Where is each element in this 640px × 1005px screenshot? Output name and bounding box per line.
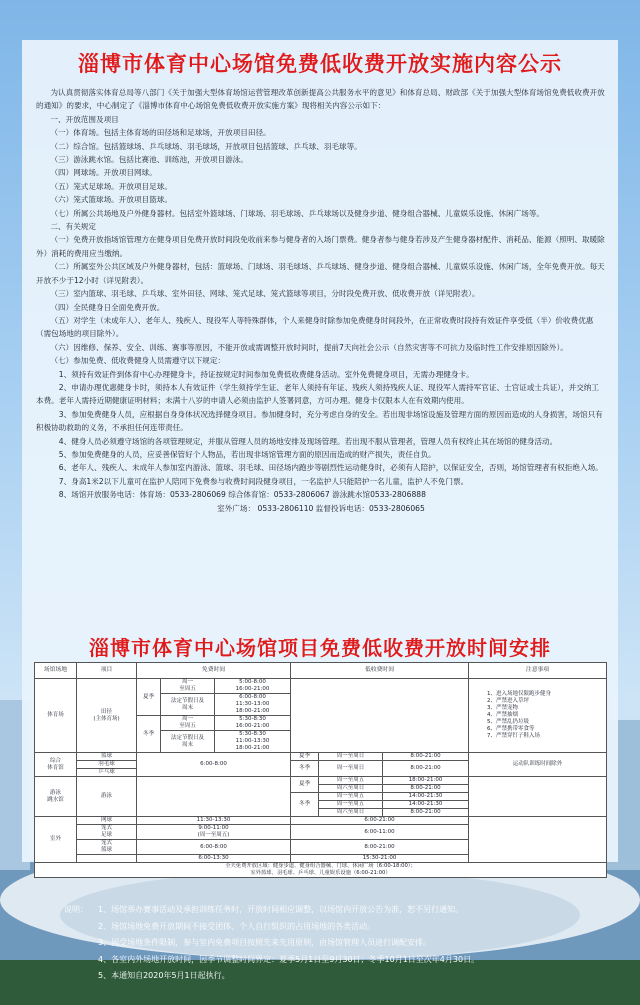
day-label: 周一至周五 <box>319 777 383 785</box>
section1-item: （七）所属公共场地及户外健身器材。包括室外篮球场、门球场、羽毛球场、乒乓球场以及健身步道、健身组合器械、儿童娱乐设施、休闲广场等。 <box>50 208 545 218</box>
low-times: 8:00-21:00 <box>383 785 469 793</box>
project-tennis: 网球 <box>77 817 137 825</box>
venue-outdoor: 室外 <box>35 817 77 863</box>
note-item: 4、严禁抽烟 <box>487 712 519 718</box>
day-label: 周一至周五 <box>319 793 383 801</box>
project-badminton: 羽毛球 <box>77 761 137 769</box>
schedule-table <box>34 662 607 878</box>
day-label: 周六至周日 <box>319 809 383 817</box>
notes-label: 说明： <box>64 905 88 914</box>
low-times: 8:00-21:00 <box>291 840 469 855</box>
season-winter: 冬季 <box>137 716 161 753</box>
low-times: 8:00-21:00 <box>383 809 469 817</box>
free-times: 5:00-8:00 16:00-21:00 <box>215 679 291 694</box>
header-venue: 场馆场地 <box>35 663 77 679</box>
rule-item: 6、老年人、残疾人、未成年人参加室内游泳、篮球、羽毛球、田径场内跑步等剧烈性运动健身时，必须有人陪护，以保证安全，否则，场馆管理者有权拒绝入场。 <box>58 463 603 473</box>
low-times: 14:00-21:30 <box>383 793 469 801</box>
project-cage-football: 笼式 足球 <box>77 825 137 840</box>
day-label: 周一至周五 <box>319 801 383 809</box>
free-times: 6:00-8:00 <box>137 840 291 855</box>
header-low-time: 低收费时间 <box>291 663 469 679</box>
season-winter: 冬季 <box>291 761 319 777</box>
project-basketball: 篮球 <box>77 753 137 761</box>
stadium-low-empty <box>291 679 469 753</box>
rule-item: 5、参加免费健身的人员，应妥善保管好个人物品，若出现非场馆管理方面的原因而造成的财产损失，责任自负。 <box>58 449 436 459</box>
pool-free-empty <box>137 777 291 817</box>
rule-item: 7、身高1米2以下儿童可在监护人陪同下免费参与收费时间段健身项目，一名监护人只能陪护一名儿童，监护人不免门票。 <box>58 476 469 486</box>
note-item: 1、进入场地仅限跑步健身 <box>487 691 552 697</box>
section1-item: （三）游泳跳水馆。包括比赛池、训练池，开放项目游泳。 <box>50 155 248 165</box>
weekday-label: 周一 至周五 <box>161 679 215 694</box>
weekday-label: 周一 至周五 <box>161 716 215 731</box>
venue-pool: 游泳 跳水馆 <box>35 777 77 817</box>
rule-item: 4、健身人员必须遵守场馆的各项管理规定，并服从管理人员的场地安排及现场管理。若出现不服从管理者，管理人员有权终止其在场馆的健身活动。 <box>58 436 558 446</box>
project-athletics: 田径 (主体育场) <box>77 679 137 753</box>
season-summer: 夏季 <box>291 753 319 761</box>
page-title: 淄博市体育中心场馆免费低收费开放实施内容公示 <box>78 52 562 76</box>
intro-paragraph: 为认真贯彻落实体育总局等八部门《关于加强大型体育场馆运营管理改革创新提高公共服务水平的意见》和体育总局、财政部《关于加强大型体育场馆免费低收费开放的通知》的要求，中心制定了《淄博市体育中心场馆免费低收费开放实施方案》现将相关内容公示如下： <box>36 88 605 111</box>
free-times: 5:30-8:30 16:00-21:00 <box>215 716 291 731</box>
gym-notes: 运动队训练时间除外 <box>469 753 607 777</box>
section2-item: （二）所属室外公共区域及户外健身器材，包括：篮球场、门球场、羽毛球场、乒乓球场、健身步道、健身组合器械、儿童娱乐设施、休闲广场，全年免费开放。每天开放不少于12小时（详见附表）。 <box>36 262 605 285</box>
season-winter: 冬季 <box>291 793 319 817</box>
section1-item: （六）笼式篮球场。开放项目篮球。 <box>50 195 172 205</box>
phone-line: 室外广场： 0533-2806110 监督投诉电话：0533-2806065 <box>217 503 425 513</box>
pool-notes-empty <box>469 777 607 817</box>
notice-body <box>36 86 606 515</box>
low-times: 14:00-21:30 <box>383 801 469 809</box>
section2-item: （一）免费开放指场馆管理方在健身项目免费开放时间段免收前来参与健身者的入场门票费。健身者参与健身若涉及产生健身器材配件、消耗品、能源（照明、取暖除外）消耗的费用应当缴纳。 <box>36 235 605 258</box>
note-item: 5、严禁乱扔垃圾 <box>487 719 530 725</box>
weekend-label: 法定节假日及 周末 <box>161 731 215 753</box>
day-label: 周六至周日 <box>319 785 383 793</box>
weekend-label: 法定节假日及 周末 <box>161 694 215 716</box>
day-label: 周一至周日 <box>319 761 383 777</box>
low-times: 8:00-21:00 <box>383 753 469 761</box>
venue-stadium: 体育场 <box>35 679 77 753</box>
project-empty <box>77 855 137 863</box>
low-times: 6:00-21:00 <box>291 817 469 825</box>
note-item: 3、严禁宠物 <box>487 705 519 711</box>
note-line: 2、场馆场地免费开放期间不接受团体、个人自行组织的占用场地的各类活动。 <box>98 921 376 931</box>
project-cage-basketball: 笼式 篮球 <box>77 840 137 855</box>
venue-gym: 综合 体育馆 <box>35 753 77 777</box>
note-item: 2、严禁进入草坪 <box>487 698 530 704</box>
section1-item: （四）网球场。开放项目网球。 <box>50 168 157 178</box>
note-item: 6、严禁携带零食等 <box>487 726 535 732</box>
free-times: 9:00-11:00 (周一至周五) <box>137 825 291 840</box>
rule-item: 3、参加免费健身人员，应根据自身身体状况选择健身项目。参加健身时，充分考虑自身的安全。若出现非场馆设施及管理方面的原因而造成的人身损害，场馆只有积极协助救助的义务，不承担任何连带责任。 <box>36 409 603 433</box>
season-summer: 夏季 <box>291 777 319 793</box>
header-free-time: 免费时间 <box>137 663 291 679</box>
section2-title: 二、有关规定 <box>50 222 96 232</box>
note-item: 7、严禁穿钉子鞋入场 <box>487 733 541 739</box>
note-line: 3、因受场地条件限制，参与室内免费项目按照先来先用原则，由场馆管理人员进行调配安排。 <box>98 938 432 947</box>
low-times: 8:00-21:00 <box>383 761 469 777</box>
section1-item: （五）笼式足球场。开放项目足球。 <box>50 181 172 191</box>
rule-item: 1、须持有效证件到体育中心办理健身卡，持证按规定时间参加免费低收费健身活动。室外免费健身项目，无需办理健身卡。 <box>58 369 474 379</box>
schedule-table-wrap <box>34 662 606 876</box>
header-project: 项目 <box>77 663 137 679</box>
rule-item: 8、场馆开放服务电话：体育场：0533-2806069 综合体育馆：0533-2806067 游泳跳水馆0533-2806888 <box>58 490 426 500</box>
free-times: 6:00-13:30 <box>137 855 291 863</box>
gym-free-time: 6:00-8:00 <box>137 753 291 777</box>
rule-item: 2、申请办理优惠健身卡时，须持本人有效证件（学生须持学生证、老年人须持有年证、残疾人须持残疾人证、现役军人需持军官证、士官证或士兵证），并交纳工本费。老年人需持近期健康证明材料；未满十八岁的申请人必须由监护人签署同意，方可办理。健身卡仅限本人在有效期内使用。 <box>36 382 599 406</box>
note-line: 1、场馆举办赛事活动及承担训练任务时，开放时间相应调整，以场馆内开放公告为准，恕不另行通知。 <box>98 905 464 914</box>
free-times: 5:30-8:30 11:00-13:30 18:00-21:00 <box>215 731 291 753</box>
stadium-notes <box>469 679 607 753</box>
section2-item: （五）对学生（未成年人）、老年人、残疾人、现役军人等特殊群体，个人来健身时除参加免费健身时间段外，在正常收费时段持有效证件享受低（半）价收费优惠（需包场地的项目除外）。 <box>36 315 594 339</box>
free-times: 6:00-8:00 11:30-13:00 18:00-21:00 <box>215 694 291 716</box>
low-times: 6:00-11:00 <box>291 825 469 840</box>
section1-item: （一）体育场。包括主体育场的田径场和足球场，开放项目田径。 <box>50 128 271 138</box>
schedule-title: 淄博市体育中心场馆项目免费低收费开放时间安排 <box>89 636 551 660</box>
free-times: 11:30-13:30 <box>137 817 291 825</box>
section2-item: （六）因维修、保养、安全、训练、赛事等原因，不能开放或需调整开放时间时，提前7天向社会公示（自然灾害等不可抗力及临时性工作安排原因除外）。 <box>50 342 568 352</box>
note-line: 5、本通知自2020年5月1日起执行。 <box>98 971 230 980</box>
header-notes: 注意事项 <box>469 663 607 679</box>
outdoor-notes-empty <box>469 817 607 863</box>
season-summer: 夏季 <box>137 679 161 716</box>
section2-item: （三）室内篮球、羽毛球、乒乓球、室外田径、网球、笼式足球、笼式篮球等项目，分时段免费开放、低收费开放（详见附表）。 <box>50 289 480 299</box>
day-label: 周一至周日 <box>319 753 383 761</box>
project-table-tennis: 乒乓球 <box>77 769 137 777</box>
low-times: 15:30-21:00 <box>291 855 469 863</box>
project-swimming: 游泳 <box>77 777 137 817</box>
low-times: 18:00-21:00 <box>383 777 469 785</box>
section1-title: 一、开放范围及项目 <box>50 114 119 124</box>
note-line: 4、各室内外场地开放时间，因季节调整时间界定：夏季5月1日至9月30日；冬季10月1日至次年4月30日。 <box>98 954 480 964</box>
section1-item: （二）综合馆。包括篮球场、乒乓球场、羽毛球场，开放项目包括篮球、乒乓球、羽毛球等。 <box>50 141 362 151</box>
section2-item: （四）全民健身日全面免费开放。 <box>50 302 165 312</box>
section2-item: （七）参加免费、低收费健身人员需遵守以下规定： <box>50 356 226 366</box>
table-footer: 全天免费开放区域：健身步道、健身组合器械、门球、休闲广场（6:00-18:00）； 室外篮球、羽毛球、乒乓球、儿童娱乐设施（6:00-21:00） <box>35 863 607 878</box>
